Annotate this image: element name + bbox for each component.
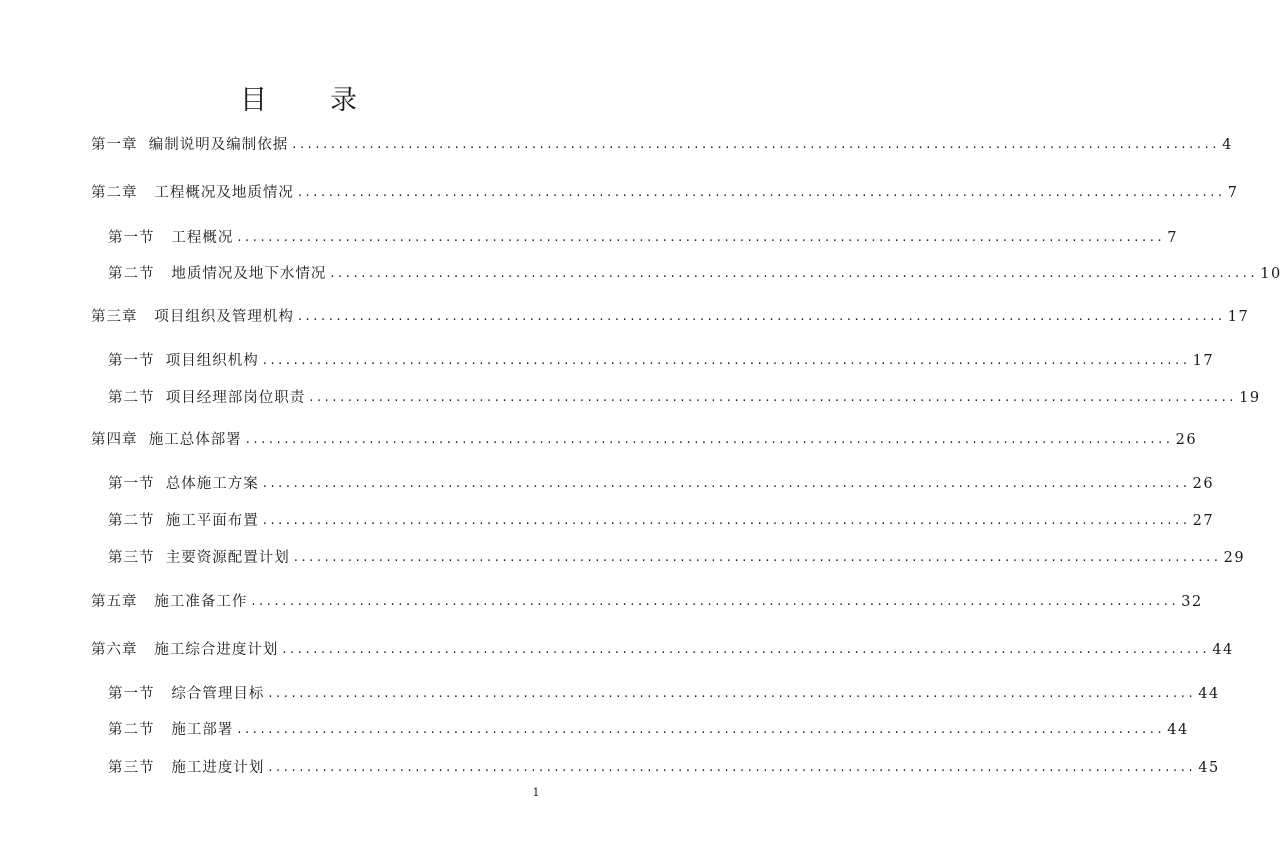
toc-entry-label: 第二节 施工平面布置 xyxy=(108,513,259,529)
toc-entry[interactable] xyxy=(91,430,1198,450)
toc-entry-page: 32 xyxy=(1181,594,1203,610)
toc-entry[interactable] xyxy=(91,135,1233,155)
toc-entry-page: 29 xyxy=(1223,550,1246,566)
toc-entry[interactable] xyxy=(91,640,1234,660)
toc-entry-page: 7 xyxy=(1227,185,1239,201)
toc-entry-page: 10 xyxy=(1260,266,1282,282)
toc-entry[interactable] xyxy=(108,511,1215,531)
toc-entry-page: 4 xyxy=(1222,137,1233,153)
toc-entry-page: 7 xyxy=(1167,230,1178,246)
toc-entry[interactable] xyxy=(108,474,1215,494)
toc-entry-label: 第三章 项目组织及管理机构 xyxy=(91,309,294,325)
toc-leader-dots: ........................................................................................................................ xyxy=(251,594,1180,609)
toc-entry[interactable] xyxy=(108,388,1261,408)
toc-leader-dots: ........................................................................................................................ xyxy=(268,760,1197,775)
toc-entry[interactable] xyxy=(108,720,1189,740)
toc-entry-page: 26 xyxy=(1192,476,1215,492)
toc-entry-page: 45 xyxy=(1198,760,1220,776)
toc-entry-page: 26 xyxy=(1175,432,1198,448)
toc-leader-dots: ........................................................................................................................ xyxy=(237,230,1166,245)
toc-entry-page: 27 xyxy=(1192,513,1215,529)
toc-entry[interactable] xyxy=(91,307,1250,327)
toc-entry[interactable] xyxy=(108,351,1215,371)
toc-entry[interactable] xyxy=(108,548,1246,568)
toc-leader-dots: ........................................................................................................................ xyxy=(262,353,1191,368)
toc-entry-label: 第一节 综合管理目标 xyxy=(108,686,265,702)
toc-entry-page: 17 xyxy=(1192,353,1215,369)
toc-entry-label: 第一章 编制说明及编制依据 xyxy=(91,137,289,153)
page-title: 目 录 xyxy=(240,85,360,116)
toc-entry-label: 第一节 工程概况 xyxy=(108,230,234,246)
toc-leader-dots: ........................................................................................................................ xyxy=(297,309,1226,324)
toc-leader-dots: ........................................................................................................................ xyxy=(293,550,1222,565)
toc-entry[interactable] xyxy=(108,758,1220,778)
toc-entry-label: 第四章 施工总体部署 xyxy=(91,432,242,448)
toc-entry[interactable] xyxy=(108,228,1178,248)
toc-entry-page: 19 xyxy=(1239,390,1261,406)
toc-leader-dots: ........................................................................................................................ xyxy=(262,513,1191,528)
page-number: 1 xyxy=(532,786,540,799)
toc-leader-dots: ........................................................................................................................ xyxy=(237,722,1166,737)
toc-leader-dots: ........................................................................................................................ xyxy=(292,137,1221,152)
toc-entry-label: 第二节 地质情况及地下水情况 xyxy=(108,266,327,282)
toc-entry-label: 第五章 施工准备工作 xyxy=(91,594,248,610)
toc-leader-dots: ........................................................................................................................ xyxy=(282,642,1211,657)
toc-leader-dots: ........................................................................................................................ xyxy=(262,476,1191,491)
toc-entry[interactable] xyxy=(108,264,1282,284)
toc-entry-page: 44 xyxy=(1167,722,1189,738)
toc-entry[interactable] xyxy=(91,183,1239,203)
toc-leader-dots: ........................................................................................................................ xyxy=(330,266,1259,281)
toc-entry-label: 第二节 项目经理部岗位职责 xyxy=(108,390,306,406)
toc-entry-label: 第二节 施工部署 xyxy=(108,722,234,738)
toc-entry-page: 17 xyxy=(1227,309,1250,325)
toc-leader-dots: ........................................................................................................................ xyxy=(309,390,1238,405)
toc-entry-label: 第三节 主要资源配置计划 xyxy=(108,550,290,566)
toc-leader-dots: ........................................................................................................................ xyxy=(297,185,1226,200)
toc-entry-label: 第三节 施工进度计划 xyxy=(108,760,265,776)
toc-entry-page: 44 xyxy=(1212,642,1234,658)
toc-entry[interactable] xyxy=(108,684,1220,704)
toc-entry-label: 第二章 工程概况及地质情况 xyxy=(91,185,294,201)
toc-entry-label: 第六章 施工综合进度计划 xyxy=(91,642,279,658)
toc-entry-label: 第一节 项目组织机构 xyxy=(108,353,259,369)
toc-entry-label: 第一节 总体施工方案 xyxy=(108,476,259,492)
toc-entry-page: 44 xyxy=(1198,686,1220,702)
toc-entry[interactable] xyxy=(91,592,1203,612)
toc-leader-dots: ........................................................................................................................ xyxy=(268,686,1197,701)
toc-leader-dots: ........................................................................................................................ xyxy=(245,432,1174,447)
